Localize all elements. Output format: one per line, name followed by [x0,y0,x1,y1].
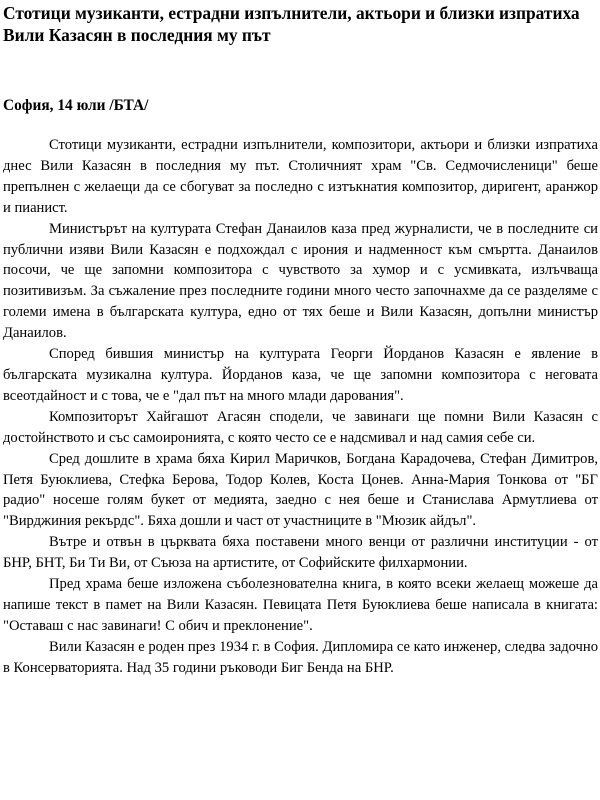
article-paragraph: Сред дошлите в храма бяха Кирил Маричков, Богдана Карадочева, Стефан Димитров, Петя Буюклиева, Стефка Берова, Тодор Колев, Коста Цонев. Анна-Мария Тонкова от "БГ радио" носеше голям букет от медията, заедно с нея беше и Станислава Армутлиева от "Вирджиния рекърдс". Бяха дошли и част от участниците в "Мюзик айдъл". [3,450,598,530]
article-dateline: София, 14 юли /БТА/ [3,97,149,114]
article-title: Стотици музиканти, естрадни изпълнители, актьори и близки изпратиха Вили Казасян в последния му път [3,3,580,45]
article-paragraph: Министърът на културата Стефан Данаилов каза пред журналисти, че в последните си публични изяви Вили Казасян е подхождал с ирония и надменност към смъртта. Данаилов посочи, че ще запомни композитора с чувството за хумор и с усмивката, излъчваща позитивизъм. За съжаление през последните години много често започнахме да се разделяме с големи имена в българската култура, едно от тях беше и Вили Казасян, допълни министър Данаилов. [3,220,598,342]
article-paragraph: Композиторът Хайгашот Агасян сподели, че завинаги ще помни Вили Казасян с достойнството и със самоиронията, с която често се е надсмивал и над самия себе си. [3,408,598,446]
article-paragraph: Стотици музиканти, естрадни изпълнители, композитори, актьори и близки изпратиха днес Вили Казасян в последния му път. Столичният храм "Св. Седмочисленици" беше препълнен с желаещи да се сбогуват за последно с изтъкнатия композитор, диригент, аранжор и пианист. [3,137,598,216]
article-paragraph: Вили Казасян е роден през 1934 г. в София. Дипломира се като инженер, следва задочно в Консерваторията. Над 35 години ръководи Биг Бенда на БНР. [3,638,598,676]
article-paragraph: Вътре и отвън в църквата бяха поставени много венци от различни институции - от БНР, БНТ, Би Ти Ви, от Съюза на артистите, от Софийските филхармонии. [3,534,598,572]
article-body [3,135,598,679]
article-paragraph: Пред храма беше изложена съболезнователна книга, в която всеки желаещ можеше да напише текст в памет на Вили Казасян. Певицата Петя Буюклиева беше написала в книгата: "Оставаш с нас завинаги! С обич и преклонение". [3,576,598,634]
article-paragraph: Според бившия министър на културата Георги Йорданов Казасян е явление в българската музикална култура. Йорданов каза, че ще запомни композитора с неговата всеотдайност и с това, че е "дал път на много млади дарования". [3,346,598,404]
